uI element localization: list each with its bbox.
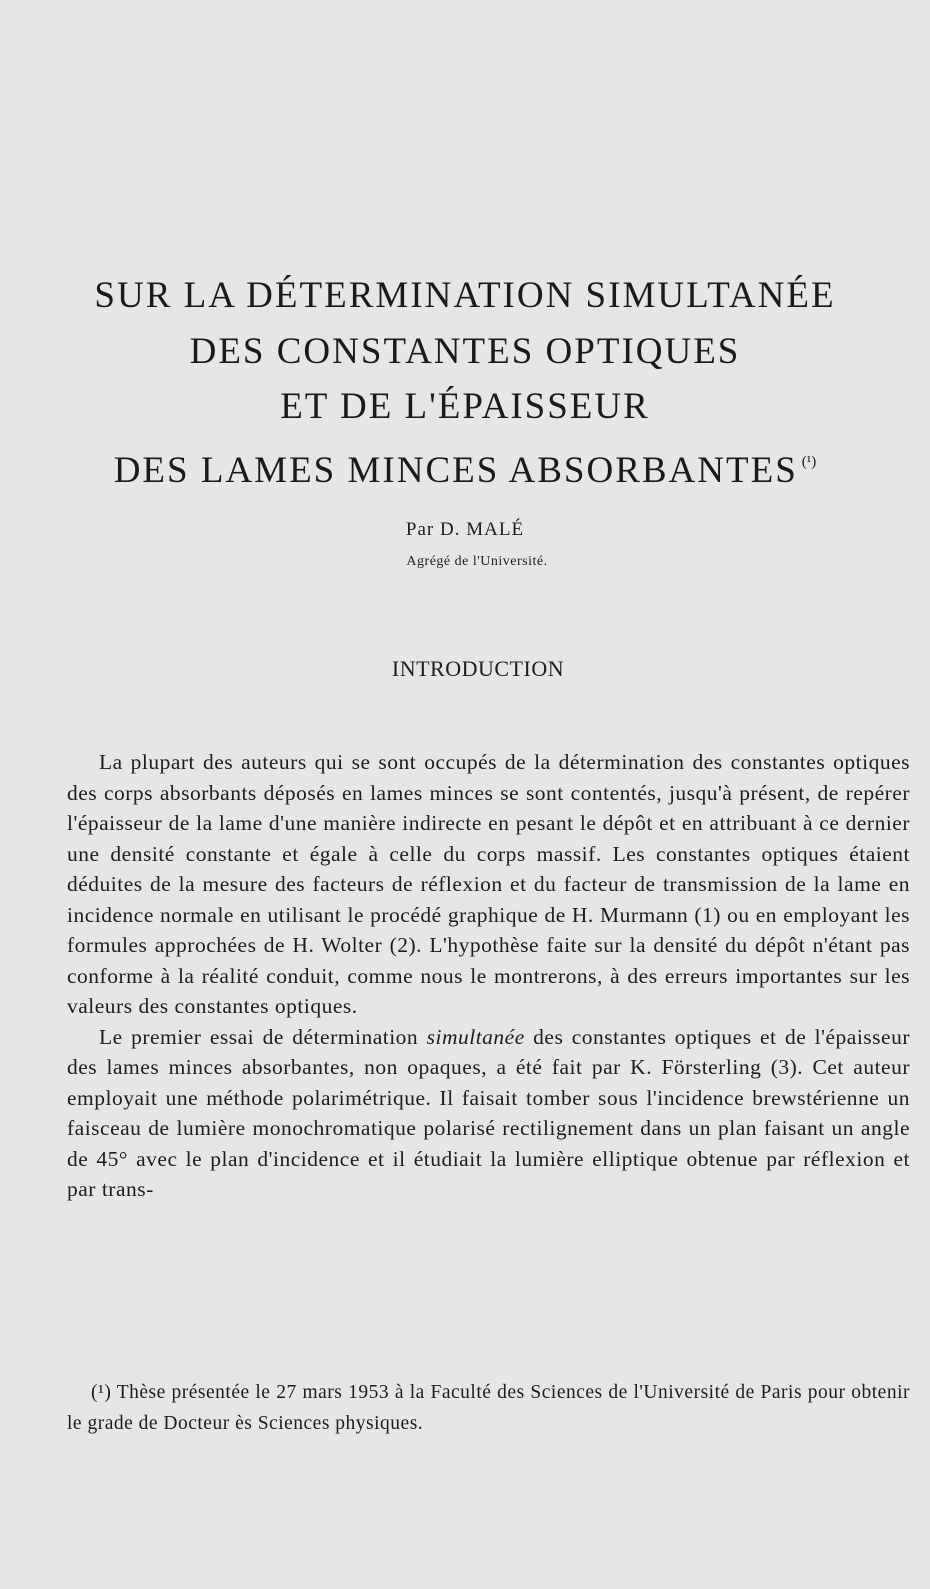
paragraph-2-rest: des constantes optiques et de l'épaisseur des lames minces absorbantes, non opaques, a été fait par K. Försterling (3). Cet auteur employait une méthode polarimétrique. Il faisait tomber sous l'incidence brewstérienne un faisceau de lumière monochromatique polarisé rectilignement dans un plan faisant un angle de 45° avec le plan d'incidence et il étudiait la lumière elliptique obtenue par réflexion et par trans- (67, 1024, 910, 1201)
paragraph-2-start: Le premier essai de détermination (99, 1024, 427, 1049)
title-line-4-text: DES LAMES MINCES ABSORBANTES (113, 449, 798, 491)
footnote-marker: (¹) (91, 1382, 112, 1403)
paragraph-2 (67, 1022, 910, 1205)
author-affiliation: Agrégé de l'Université. (406, 554, 548, 569)
section-heading: INTRODUCTION (391, 656, 565, 681)
author-byline: Par D. MALÉ (405, 519, 525, 540)
body-text (67, 747, 910, 1205)
title-line-4 (60, 435, 870, 499)
title-line-2: DES CONSTANTES OPTIQUES (189, 330, 741, 372)
title-line-3: ET DE L'ÉPAISSEUR (280, 386, 650, 427)
footnote-text: Thèse présentée le 27 mars 1953 à la Faculté des Sciences de l'Université de Paris pour obtenir le grade de Docteur ès Sciences physiques. (67, 1382, 910, 1434)
footnote (67, 1378, 910, 1439)
title-footnote-ref: (¹) (801, 453, 817, 470)
title-line-1: SUR LA DÉTERMINATION SIMULTANÉE (94, 275, 836, 316)
article-title (60, 268, 870, 498)
paragraph-2-emphasis: simultanée (426, 1024, 525, 1049)
paragraph-1: La plupart des auteurs qui se sont occupés de la détermination des constantes optiques des corps absorbants déposés en lames minces se sont contentés, jusqu'à présent, de repérer l'épaisseur de la lame d'une manière indirecte en pesant le dépôt et en attribuant à ce dernier une densité constante et égale à celle du corps massif. Les constantes optiques étaient déduites de la mesure des facteurs de réflexion et du facteur de transmission de la lame en incidence normale en utilisant le procédé graphique de H. Murmann (1) ou en employant les formules approchées de H. Wolter (2). L'hypothèse faite sur la densité du dépôt n'étant pas conforme à la réalité conduit, comme nous le montrerons, à des erreurs importantes sur les valeurs des constantes optiques. (67, 750, 910, 1018)
